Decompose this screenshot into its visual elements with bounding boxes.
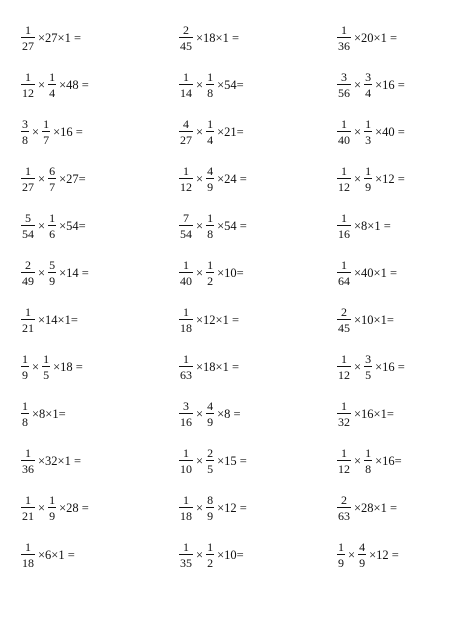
expression-tail: ×12 = <box>217 500 247 515</box>
numerator: 2 <box>183 23 189 37</box>
expression-tail: ×8 = <box>217 406 241 421</box>
expression-tail: ×18×1 = <box>196 30 240 45</box>
denominator: 21 <box>22 321 34 335</box>
problem-r8-c3 <box>336 347 405 387</box>
fraction <box>179 306 193 334</box>
denominator: 63 <box>338 509 350 523</box>
denominator: 8 <box>22 415 28 429</box>
denominator: 36 <box>22 462 34 476</box>
fraction <box>206 165 214 193</box>
denominator: 8 <box>207 227 214 241</box>
fraction <box>48 71 56 99</box>
numerator: 3 <box>183 399 189 413</box>
problem-r7-c2 <box>178 300 239 340</box>
denominator: 12 <box>338 462 350 476</box>
numerator: 1 <box>183 70 189 84</box>
fraction <box>206 71 214 99</box>
numerator: 1 <box>341 258 347 272</box>
expression-tail: ×15 = <box>217 453 247 468</box>
fraction <box>337 541 345 569</box>
numerator: 1 <box>341 164 347 178</box>
fraction <box>179 212 193 240</box>
denominator: 8 <box>365 462 372 476</box>
denominator: 64 <box>338 274 350 288</box>
numerator: 1 <box>22 399 28 413</box>
expression-tail: ×16= <box>375 453 402 468</box>
denominator: 9 <box>365 180 372 194</box>
fraction <box>206 118 214 146</box>
problem-r7-c3 <box>336 300 394 340</box>
times-sign: × <box>38 218 46 233</box>
numerator: 1 <box>25 70 31 84</box>
denominator: 9 <box>207 180 214 194</box>
problem-r12-c1 <box>20 535 75 575</box>
fraction <box>337 212 351 240</box>
numerator: 1 <box>22 352 28 366</box>
fraction <box>337 494 351 522</box>
numerator: 3 <box>22 117 28 131</box>
problem-r1-c1 <box>20 18 81 58</box>
denominator: 9 <box>359 556 366 570</box>
problem-r1-c3 <box>336 18 397 58</box>
numerator: 1 <box>183 446 189 460</box>
denominator: 9 <box>207 415 214 429</box>
problem-r5-c3 <box>336 206 391 246</box>
numerator: 2 <box>207 446 214 460</box>
denominator: 45 <box>180 39 192 53</box>
numerator: 7 <box>183 211 189 225</box>
denominator: 2 <box>207 556 214 570</box>
numerator: 1 <box>365 164 372 178</box>
fraction <box>42 118 50 146</box>
expression-tail: ×48 = <box>59 77 89 92</box>
expression-tail: ×24 = <box>217 171 247 186</box>
denominator: 54 <box>180 227 192 241</box>
times-sign: × <box>196 547 204 562</box>
expression-tail: ×21= <box>217 124 244 139</box>
fraction <box>21 353 29 381</box>
times-sign: × <box>196 218 204 233</box>
numerator: 1 <box>183 164 189 178</box>
problem-r9-c3 <box>336 394 394 434</box>
fraction <box>358 541 366 569</box>
denominator: 4 <box>207 133 214 147</box>
denominator: 27 <box>180 133 192 147</box>
numerator: 4 <box>207 399 214 413</box>
denominator: 4 <box>365 86 372 100</box>
numerator: 1 <box>49 211 56 225</box>
denominator: 9 <box>338 556 344 570</box>
expression-tail: ×6×1 = <box>38 547 75 562</box>
numerator: 1 <box>25 305 31 319</box>
expression-tail: ×10= <box>217 547 244 562</box>
times-sign: × <box>354 453 362 468</box>
expression-tail: ×40 = <box>375 124 405 139</box>
expression-tail: ×10×1= <box>354 312 394 327</box>
numerator: 1 <box>207 117 214 131</box>
denominator: 16 <box>180 415 192 429</box>
times-sign: × <box>38 77 46 92</box>
denominator: 18 <box>22 556 34 570</box>
expression-tail: ×27= <box>59 171 86 186</box>
denominator: 5 <box>207 462 214 476</box>
denominator: 4 <box>49 86 56 100</box>
numerator: 1 <box>49 493 56 507</box>
expression-tail: ×40×1 = <box>354 265 398 280</box>
numerator: 1 <box>365 117 372 131</box>
expression-tail: ×18×1 = <box>196 359 240 374</box>
expression-tail: ×12 = <box>369 547 399 562</box>
fraction <box>21 447 35 475</box>
fraction <box>179 71 193 99</box>
numerator: 1 <box>207 211 214 225</box>
fraction <box>21 118 29 146</box>
numerator: 1 <box>365 446 372 460</box>
expression-tail: ×14×1= <box>38 312 78 327</box>
expression-tail: ×54= <box>59 218 86 233</box>
denominator: 14 <box>180 86 192 100</box>
denominator: 40 <box>338 133 350 147</box>
fraction <box>206 541 214 569</box>
problem-r11-c2 <box>178 488 247 528</box>
numerator: 1 <box>43 352 50 366</box>
numerator: 1 <box>183 258 189 272</box>
denominator: 56 <box>338 86 350 100</box>
fraction <box>179 353 193 381</box>
problem-r4-c1 <box>20 159 86 199</box>
fraction <box>364 447 372 475</box>
times-sign: × <box>196 77 204 92</box>
numerator: 3 <box>365 70 372 84</box>
denominator: 21 <box>22 509 34 523</box>
numerator: 1 <box>207 70 214 84</box>
problem-r12-c3 <box>336 535 399 575</box>
denominator: 35 <box>180 556 192 570</box>
fraction <box>21 212 35 240</box>
denominator: 12 <box>338 180 350 194</box>
fraction <box>337 353 351 381</box>
problem-r11-c1 <box>20 488 89 528</box>
problem-r3-c3 <box>336 112 405 152</box>
denominator: 9 <box>22 368 28 382</box>
fraction <box>48 212 56 240</box>
expression-tail: ×10= <box>217 265 244 280</box>
problem-r5-c1 <box>20 206 86 246</box>
numerator: 1 <box>25 446 31 460</box>
fraction <box>21 541 35 569</box>
problem-r6-c2 <box>178 253 244 293</box>
fraction <box>337 165 351 193</box>
denominator: 6 <box>49 227 56 241</box>
fraction <box>48 494 56 522</box>
expression-tail: ×28×1 = <box>354 500 398 515</box>
numerator: 6 <box>49 164 56 178</box>
problem-r9-c1 <box>20 394 66 434</box>
expression-tail: ×16 = <box>375 77 405 92</box>
numerator: 1 <box>341 399 347 413</box>
fraction <box>21 71 35 99</box>
fraction <box>48 259 56 287</box>
numerator: 4 <box>183 117 189 131</box>
times-sign: × <box>348 547 356 562</box>
fraction <box>337 118 351 146</box>
numerator: 1 <box>49 70 56 84</box>
denominator: 40 <box>180 274 192 288</box>
fraction <box>337 24 351 52</box>
numerator: 1 <box>183 540 189 554</box>
problem-r8-c2 <box>178 347 239 387</box>
denominator: 12 <box>338 368 350 382</box>
expression-tail: ×16×1= <box>354 406 394 421</box>
numerator: 1 <box>207 540 214 554</box>
fraction <box>206 447 214 475</box>
fraction <box>21 165 35 193</box>
numerator: 1 <box>341 117 347 131</box>
problem-r10-c1 <box>20 441 81 481</box>
numerator: 4 <box>359 540 366 554</box>
fraction <box>42 353 50 381</box>
fraction <box>206 494 214 522</box>
numerator: 1 <box>341 23 347 37</box>
numerator: 2 <box>341 305 347 319</box>
denominator: 10 <box>180 462 192 476</box>
denominator: 9 <box>49 509 56 523</box>
numerator: 1 <box>183 305 189 319</box>
expression-tail: ×14 = <box>59 265 89 280</box>
numerator: 1 <box>25 493 31 507</box>
denominator: 27 <box>22 39 34 53</box>
fraction <box>179 541 193 569</box>
fraction <box>21 24 35 52</box>
numerator: 1 <box>25 540 31 554</box>
denominator: 63 <box>180 368 192 382</box>
expression-tail: ×12×1 = <box>196 312 240 327</box>
problem-r2-c3 <box>336 65 405 105</box>
expression-tail: ×16 = <box>375 359 405 374</box>
fraction <box>179 259 193 287</box>
problem-r10-c2 <box>178 441 247 481</box>
fraction <box>21 259 35 287</box>
problem-r4-c2 <box>178 159 247 199</box>
expression-tail: ×8×1 = <box>354 218 391 233</box>
fraction <box>364 71 372 99</box>
denominator: 5 <box>43 368 50 382</box>
expression-tail: ×18 = <box>53 359 83 374</box>
fraction <box>206 400 214 428</box>
numerator: 1 <box>341 352 347 366</box>
times-sign: × <box>32 359 40 374</box>
expression-tail: ×28 = <box>59 500 89 515</box>
numerator: 3 <box>341 70 347 84</box>
numerator: 3 <box>365 352 372 366</box>
fraction <box>21 400 29 428</box>
expression-tail: ×27×1 = <box>38 30 82 45</box>
denominator: 5 <box>365 368 372 382</box>
numerator: 2 <box>341 493 347 507</box>
denominator: 9 <box>49 274 56 288</box>
problem-r9-c2 <box>178 394 241 434</box>
denominator: 18 <box>180 509 192 523</box>
numerator: 1 <box>341 211 347 225</box>
fraction <box>206 259 214 287</box>
denominator: 3 <box>365 133 372 147</box>
denominator: 9 <box>207 509 214 523</box>
times-sign: × <box>196 171 204 186</box>
times-sign: × <box>38 500 46 515</box>
numerator: 1 <box>183 493 189 507</box>
denominator: 18 <box>180 321 192 335</box>
fraction <box>179 494 193 522</box>
problem-r8-c1 <box>20 347 83 387</box>
fraction <box>364 165 372 193</box>
fraction <box>179 400 193 428</box>
denominator: 8 <box>22 133 28 147</box>
times-sign: × <box>354 359 362 374</box>
problem-r5-c2 <box>178 206 247 246</box>
numerator: 4 <box>207 164 214 178</box>
denominator: 27 <box>22 180 34 194</box>
numerator: 2 <box>25 258 31 272</box>
numerator: 1 <box>25 23 31 37</box>
denominator: 2 <box>207 274 214 288</box>
fraction <box>337 306 351 334</box>
problem-r3-c1 <box>20 112 83 152</box>
numerator: 1 <box>341 446 347 460</box>
problem-r11-c3 <box>336 488 397 528</box>
times-sign: × <box>354 124 362 139</box>
fraction <box>206 212 214 240</box>
times-sign: × <box>38 265 46 280</box>
expression-tail: ×32×1 = <box>38 453 82 468</box>
fraction <box>364 118 372 146</box>
numerator: 1 <box>43 117 50 131</box>
problem-r7-c1 <box>20 300 78 340</box>
denominator: 7 <box>43 133 50 147</box>
problem-r3-c2 <box>178 112 244 152</box>
fraction <box>179 24 193 52</box>
fraction <box>337 400 351 428</box>
numerator: 8 <box>207 493 214 507</box>
numerator: 5 <box>25 211 31 225</box>
numerator: 5 <box>49 258 56 272</box>
denominator: 8 <box>207 86 214 100</box>
expression-tail: ×20×1 = <box>354 30 398 45</box>
times-sign: × <box>196 406 204 421</box>
fraction <box>364 353 372 381</box>
problem-r1-c2 <box>178 18 239 58</box>
denominator: 7 <box>49 180 56 194</box>
problem-r2-c2 <box>178 65 244 105</box>
times-sign: × <box>196 500 204 515</box>
numerator: 1 <box>207 258 214 272</box>
fraction <box>48 165 56 193</box>
denominator: 32 <box>338 415 350 429</box>
times-sign: × <box>354 77 362 92</box>
fraction <box>337 71 351 99</box>
problem-r4-c3 <box>336 159 405 199</box>
times-sign: × <box>32 124 40 139</box>
times-sign: × <box>196 453 204 468</box>
expression-tail: ×8×1= <box>32 406 66 421</box>
problem-r6-c3 <box>336 253 397 293</box>
fraction <box>179 447 193 475</box>
problem-r12-c2 <box>178 535 244 575</box>
fraction <box>21 306 35 334</box>
times-sign: × <box>196 124 204 139</box>
denominator: 49 <box>22 274 34 288</box>
expression-tail: ×16 = <box>53 124 83 139</box>
times-sign: × <box>354 171 362 186</box>
expression-tail: ×54 = <box>217 218 247 233</box>
problem-r6-c1 <box>20 253 89 293</box>
denominator: 16 <box>338 227 350 241</box>
fraction <box>179 165 193 193</box>
times-sign: × <box>38 171 46 186</box>
expression-tail: ×54= <box>217 77 244 92</box>
fraction <box>337 259 351 287</box>
numerator: 1 <box>183 352 189 366</box>
fraction <box>179 118 193 146</box>
numerator: 1 <box>25 164 31 178</box>
denominator: 54 <box>22 227 34 241</box>
denominator: 12 <box>22 86 34 100</box>
fraction <box>21 494 35 522</box>
problem-r2-c1 <box>20 65 89 105</box>
times-sign: × <box>196 265 204 280</box>
problem-r10-c3 <box>336 441 402 481</box>
denominator: 12 <box>180 180 192 194</box>
numerator: 1 <box>338 540 344 554</box>
fraction <box>337 447 351 475</box>
denominator: 45 <box>338 321 350 335</box>
expression-tail: ×12 = <box>375 171 405 186</box>
denominator: 36 <box>338 39 350 53</box>
